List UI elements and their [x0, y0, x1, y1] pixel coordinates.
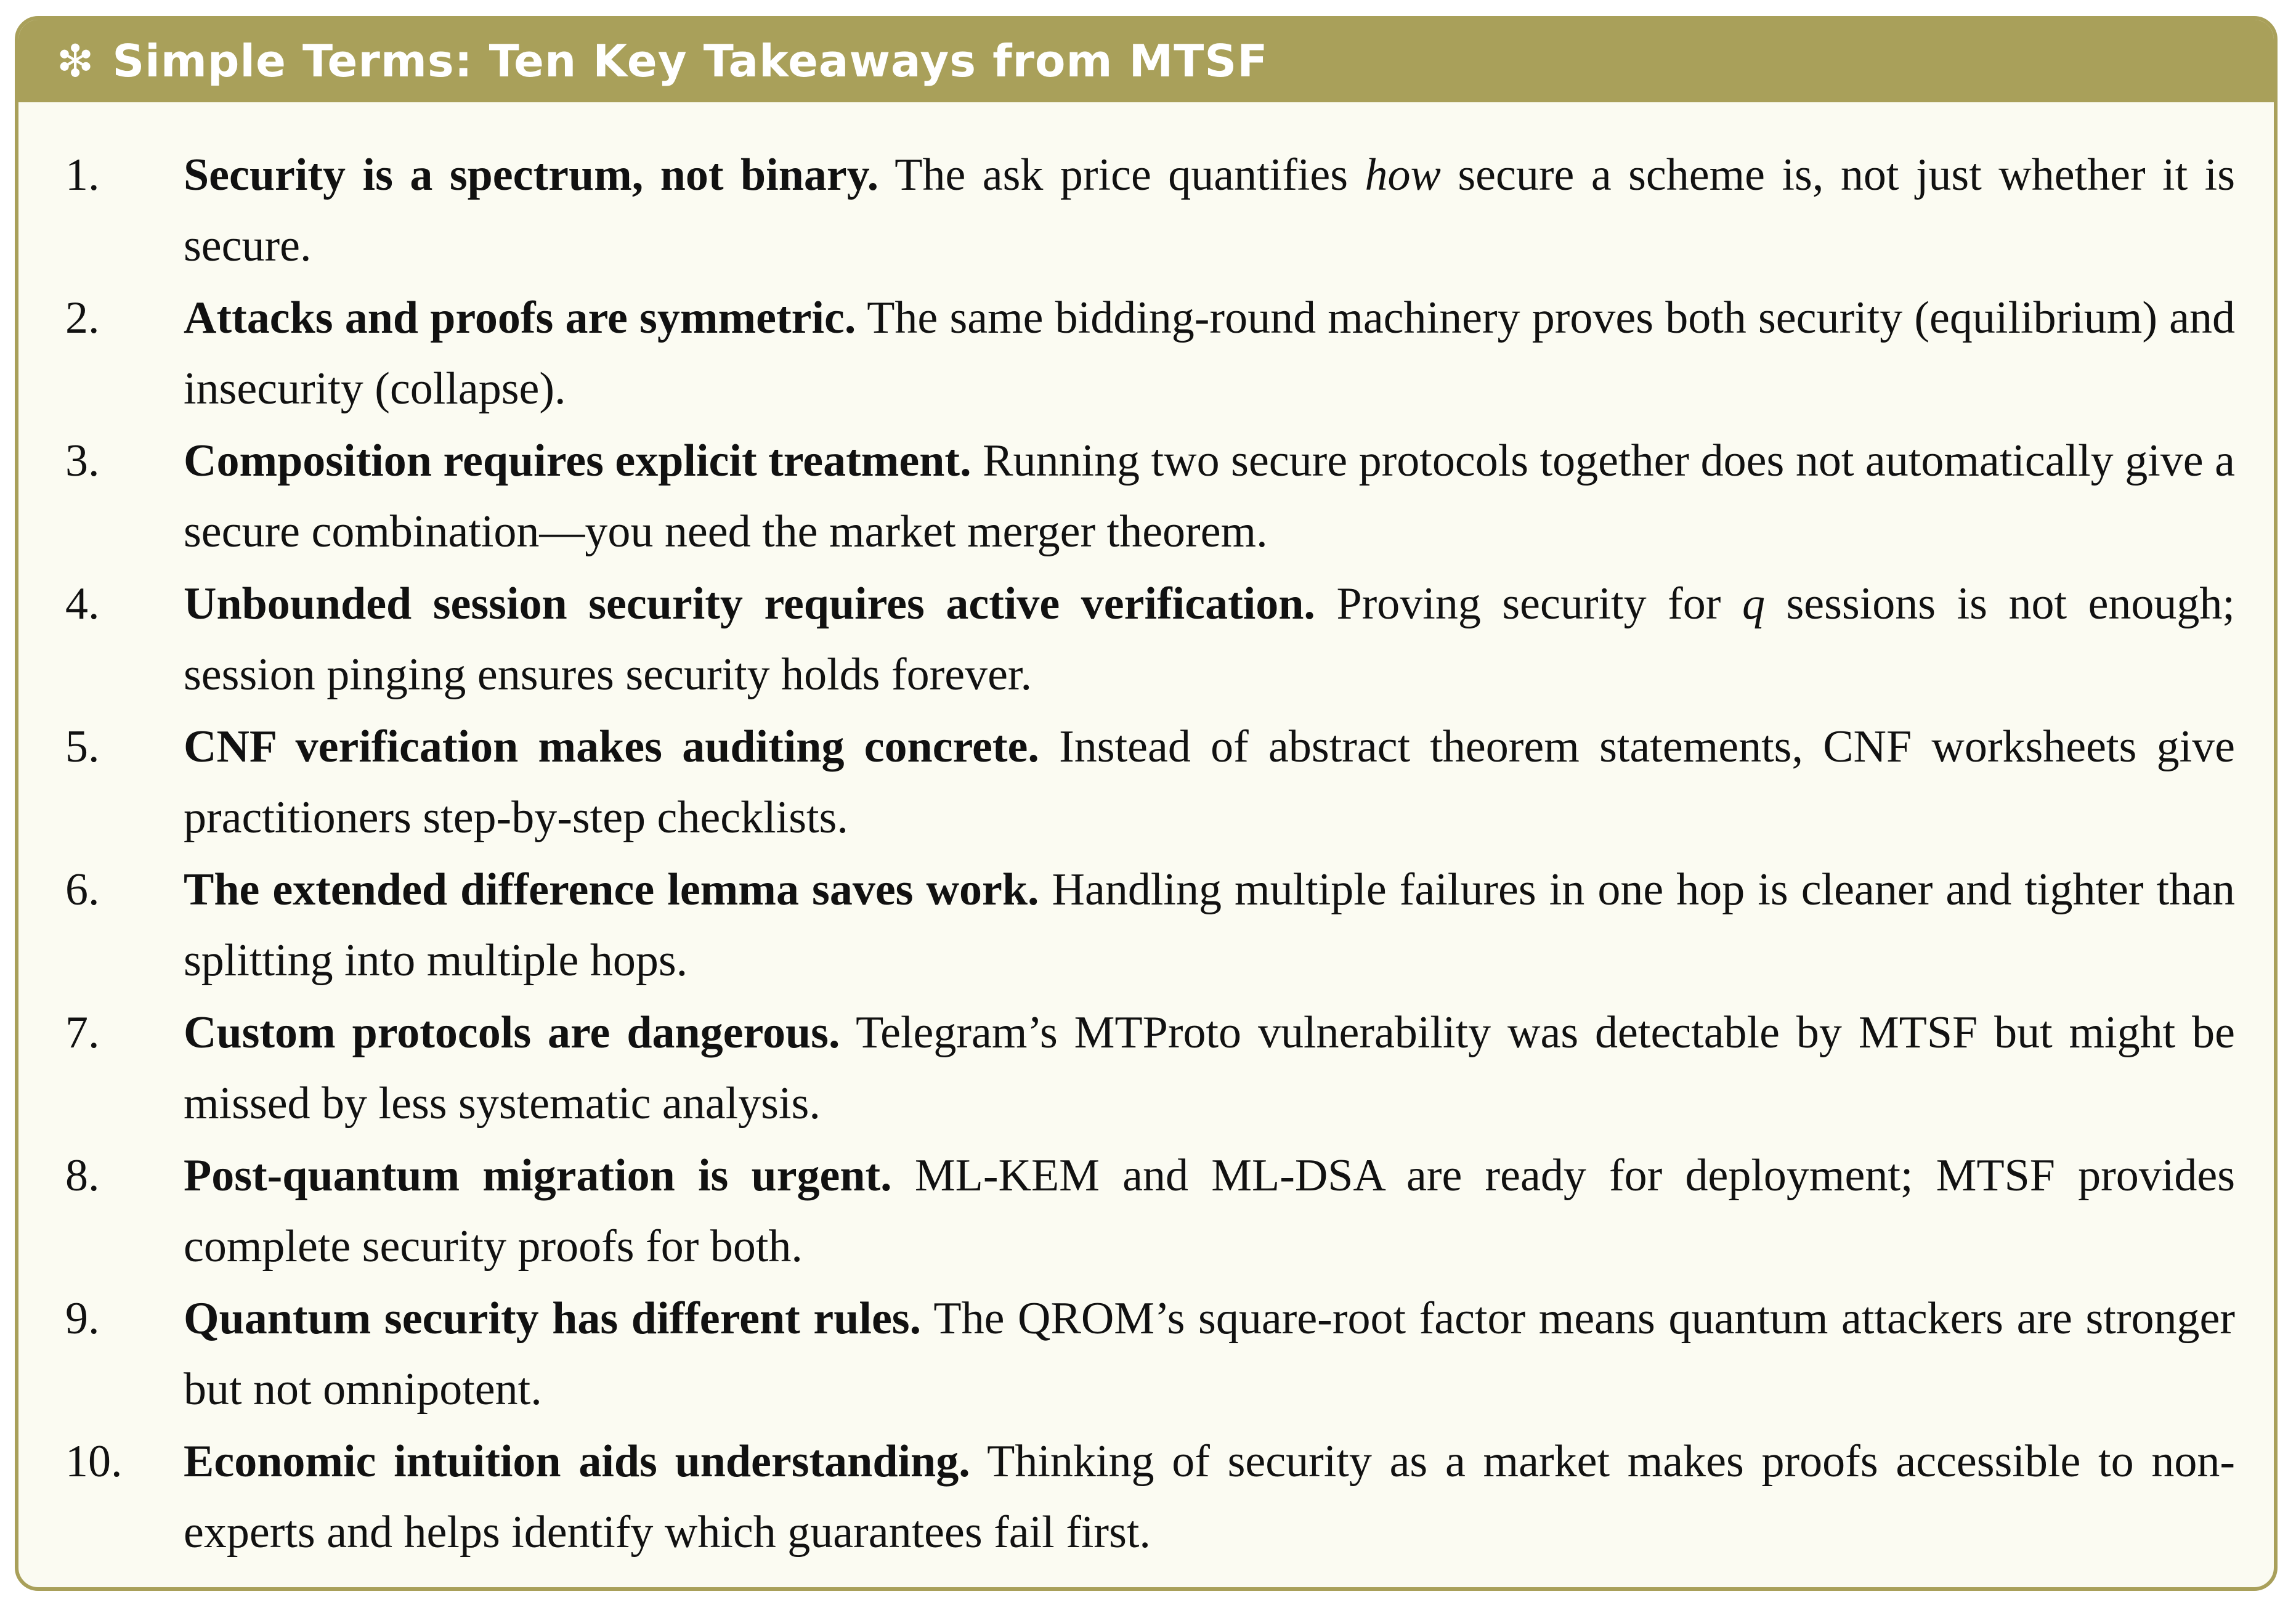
item-number: 8.: [65, 1150, 100, 1201]
item-body: Instead of abstract theorem statements, CNF worksheets give practitioners step-by-step checklists.: [184, 722, 2236, 843]
takeaway-item-6: [18, 855, 2236, 998]
item-number: 5.: [65, 722, 100, 772]
item-body: Proving security for: [1315, 579, 1742, 629]
item-emphasis: how: [1365, 150, 1441, 200]
item-heading: The extended difference lemma saves work.: [184, 864, 1039, 915]
takeaway-item-10: [18, 1426, 2236, 1569]
item-heading: Post-quantum migration is urgent.: [184, 1150, 892, 1201]
item-text: [184, 283, 2235, 425]
takeaways-box: [15, 16, 2278, 1591]
item-number: 2.: [65, 293, 100, 343]
item-heading: Economic intuition aids understanding.: [184, 1436, 970, 1487]
item-heading: Unbounded session security requires active verification.: [184, 579, 1315, 629]
takeaway-item-2: [18, 283, 2236, 426]
item-text: [184, 426, 2235, 567]
takeaway-item-1: [18, 140, 2236, 283]
item-number: 6.: [65, 864, 100, 915]
item-text: [184, 569, 2235, 710]
item-body: The same bidding-round machinery proves both security (equilibrium) and insecurity (collapse).: [184, 293, 2236, 414]
item-text: [184, 1140, 2235, 1282]
item-text: [184, 712, 2235, 853]
item-heading: Quantum security has different rules.: [184, 1293, 922, 1344]
takeaway-item-5: [18, 712, 2236, 855]
item-text: [184, 140, 2235, 282]
item-body: Thinking of security as a market makes proofs accessible to non-experts and helps identify which guarantees fail first.: [184, 1436, 2236, 1558]
item-heading: Custom protocols are dangerous.: [184, 1007, 840, 1058]
item-heading: Security is a spectrum, not binary.: [184, 150, 879, 200]
box-header: [18, 20, 2274, 102]
item-emphasis: q: [1742, 579, 1765, 629]
takeaway-item-7: [18, 998, 2236, 1140]
box-title: Simple Terms: Ten Key Takeaways from MTSF: [112, 35, 1268, 87]
item-number: 10.: [65, 1436, 123, 1487]
item-body: ML-KEM and ML-DSA are ready for deployment; MTSF provides complete security proofs for both.: [184, 1150, 2235, 1272]
item-text: [184, 1426, 2235, 1568]
item-heading: Composition requires explicit treatment.: [184, 436, 972, 486]
item-body-end: secure a scheme is, not just whether it is secure.: [184, 150, 2236, 271]
item-text: [184, 998, 2235, 1139]
item-body: The QROM’s square-root factor means quantum attackers are stronger but not omnipotent.: [184, 1293, 2235, 1415]
item-heading: Attacks and proofs are symmetric.: [184, 293, 856, 343]
item-body: The ask price quantifies: [878, 150, 1365, 200]
item-text: [184, 855, 2235, 996]
item-text: [184, 1283, 2235, 1425]
item-body: Telegram’s MTProto vulnerability was detectable by MTSF but might be missed by less systematic analysis.: [184, 1007, 2236, 1129]
item-body: Running two secure protocols together does not automatically give a secure combination—you need the market merger theorem.: [184, 436, 2236, 557]
item-number: 1.: [65, 150, 100, 200]
takeaway-item-4: [18, 569, 2236, 712]
takeaway-item-8: [18, 1140, 2236, 1283]
takeaway-item-9: [18, 1283, 2236, 1426]
asterisk-icon: ❇: [57, 35, 94, 87]
takeaway-item-3: [18, 426, 2236, 569]
item-number: 7.: [65, 1007, 100, 1058]
item-number: 4.: [65, 579, 100, 629]
item-body-end: sessions is not enough; session pinging ensures security holds forever.: [184, 579, 2235, 700]
item-heading: CNF verification makes auditing concrete.: [184, 722, 1039, 772]
item-number: 9.: [65, 1293, 100, 1344]
item-body: Handling multiple failures in one hop is cleaner and tighter than splitting into multiple hops.: [184, 864, 2235, 986]
item-number: 3.: [65, 436, 100, 486]
